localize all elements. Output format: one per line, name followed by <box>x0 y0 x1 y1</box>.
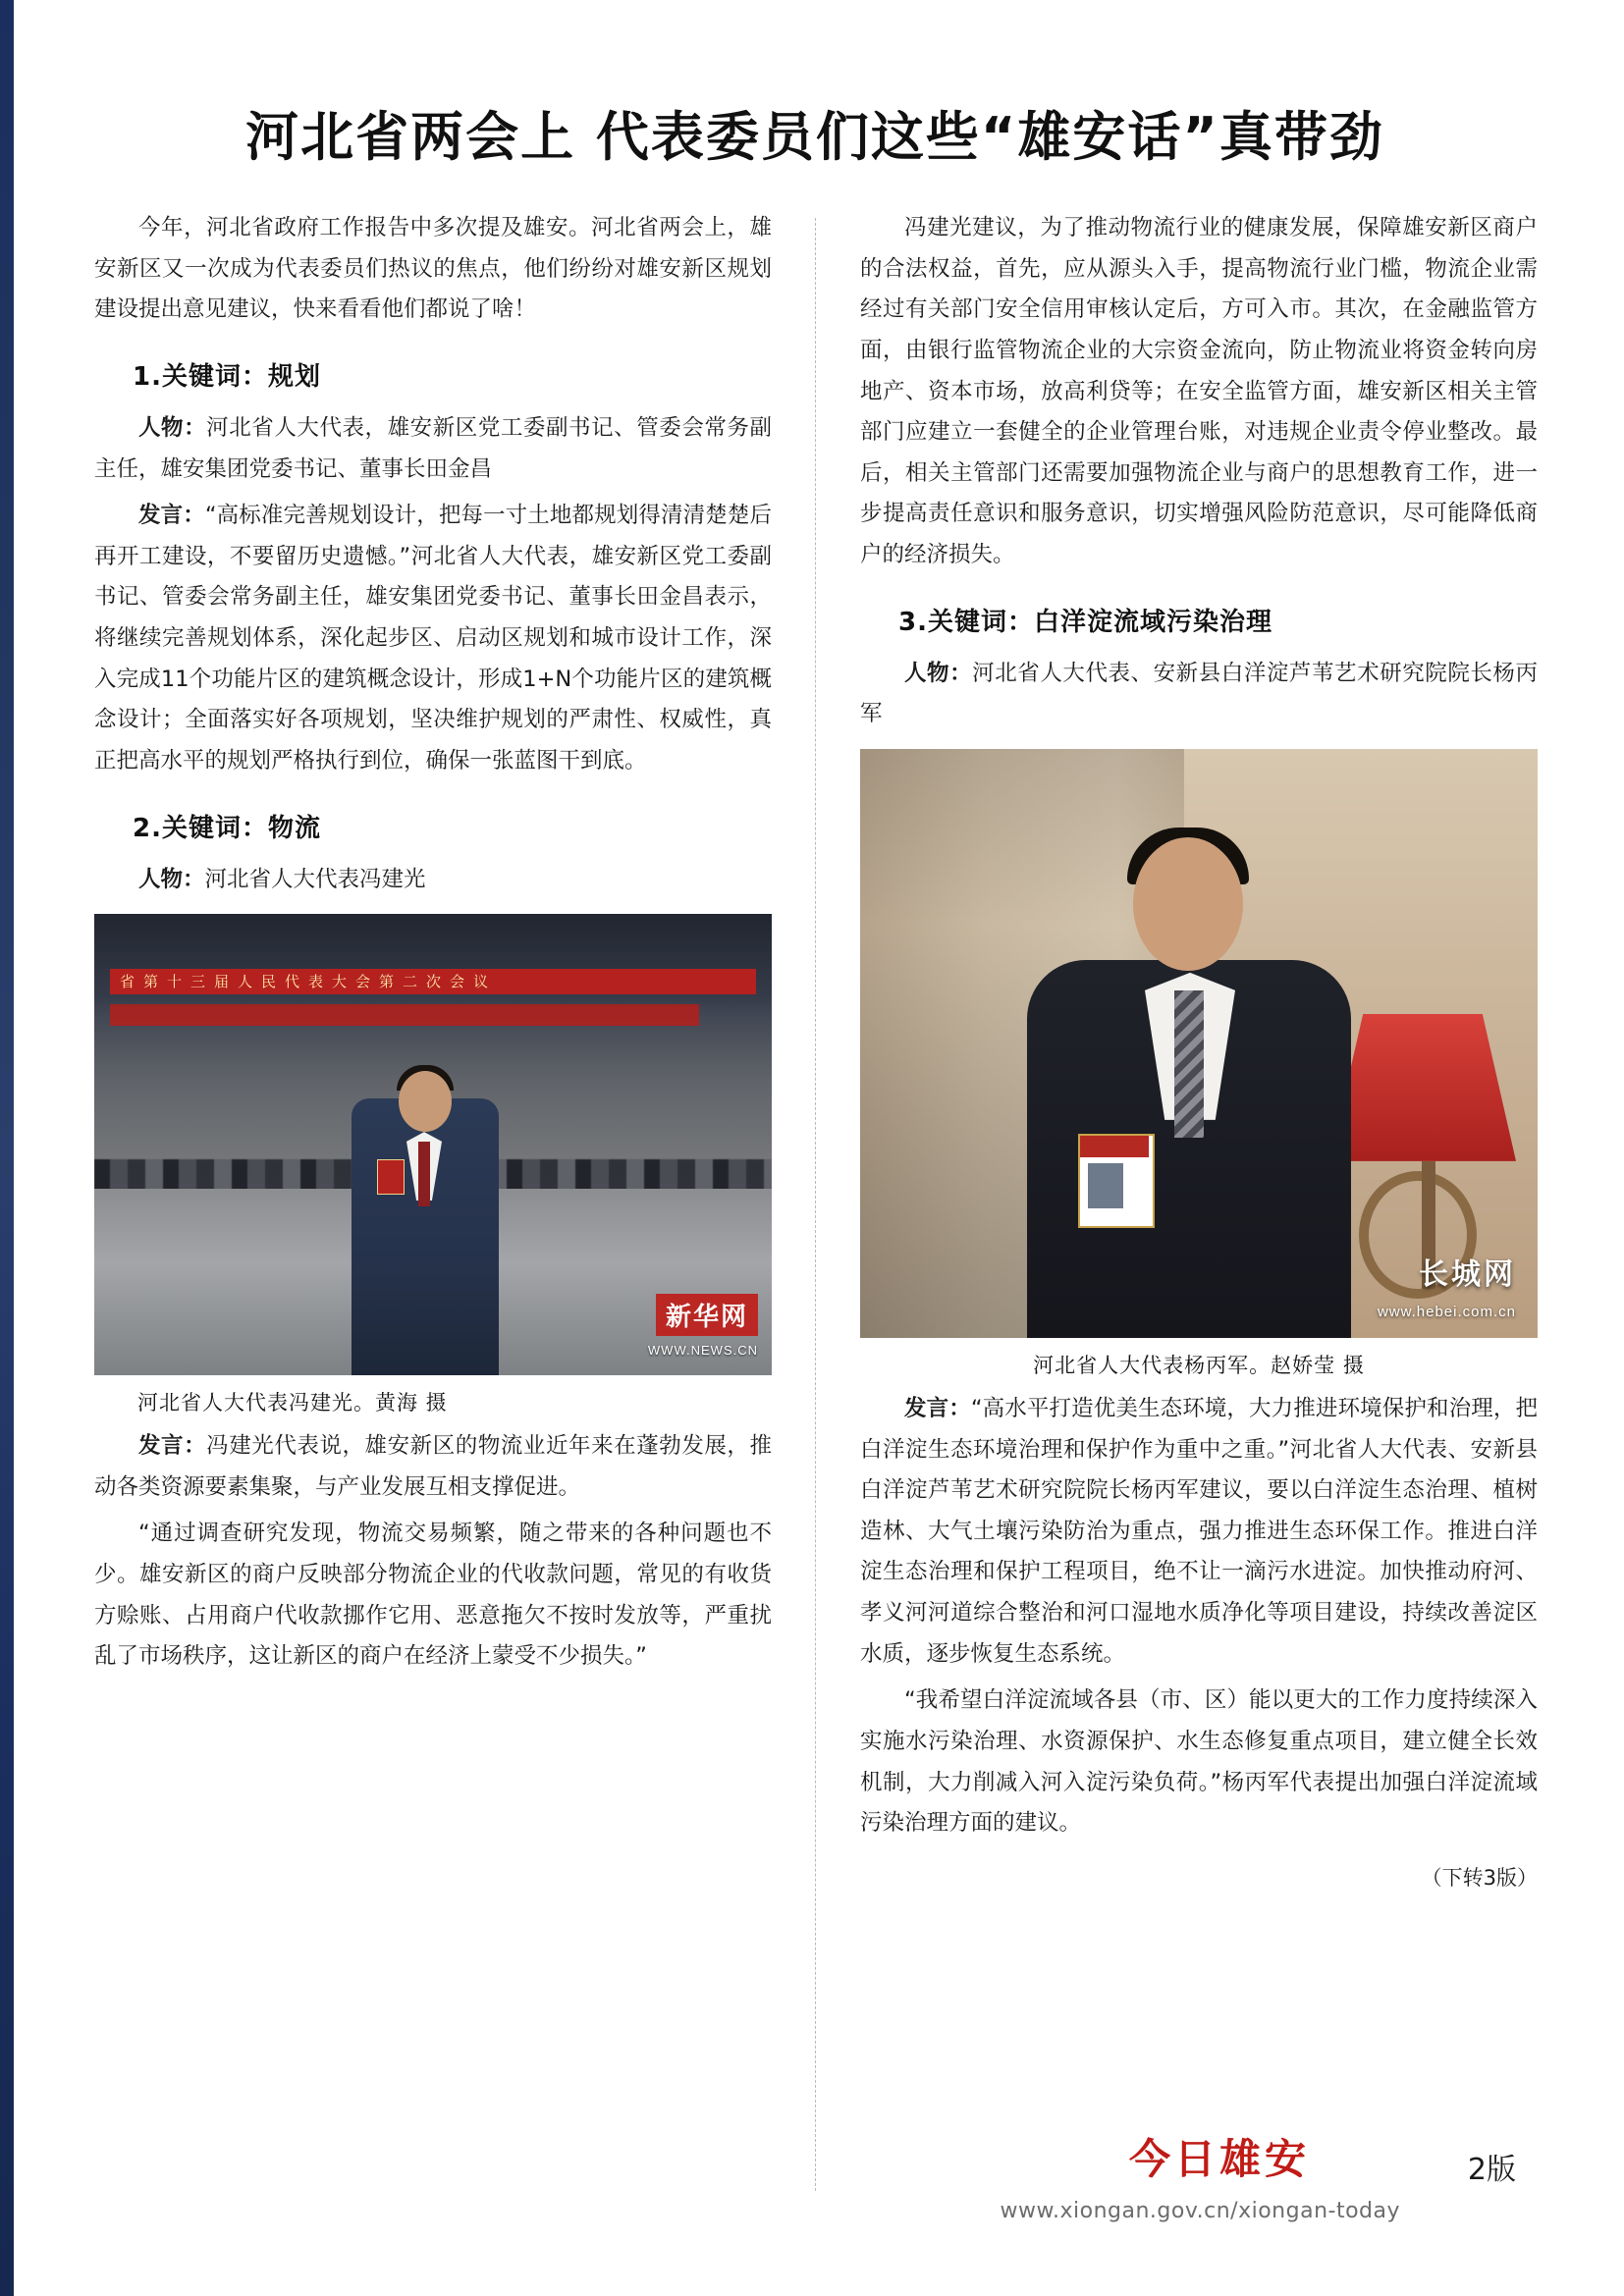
photo-subject-badge-portrait <box>1088 1163 1123 1208</box>
people-label: 人物： <box>904 660 973 686</box>
quote-label: 发言： <box>138 503 205 529</box>
photo-subject-badge-header <box>1080 1136 1149 1157</box>
section-2-heading: 2.关键词：物流 <box>133 813 321 843</box>
photo-watermark-logo: 长城网 <box>1419 1257 1516 1291</box>
photo-watermark-url: WWW.NEWS.CN <box>647 1343 758 1359</box>
photo-subject-head <box>399 1071 452 1132</box>
photo-subject-badge <box>377 1159 405 1195</box>
people-label: 人物： <box>138 414 207 441</box>
quote-label: 发言： <box>904 1395 971 1421</box>
footer-page-number: 2版 <box>1467 2153 1516 2187</box>
section-3-quote-2: “我希望白洋淀流域各县（市、区）能以更大的工作力度持续深入实施水污染治理、水资源保护、水生态修复重点项目，建立健全长效机制，大力削减入河入淀污染负荷。”杨丙军代表提出加强白洋淀流域污染治理方面的建议。 <box>860 1687 1538 1837</box>
section-2-people <box>94 860 772 901</box>
photo-subject-tie <box>1174 990 1204 1138</box>
right-column <box>860 208 1538 1892</box>
right-paragraph-1: 冯建光建议，为了推动物流行业的健康发展，保障雄安新区商户的合法权益，首先，应从源头入手，提高物流行业门槛，物流企业需经过有关部门安全信用审核认定后，方可入市。其次，在金融监管方面，由银行监管物流企业的大宗资金流向，防止物流业将资金转向房地产、资本市场，放高利贷等；在安全监管方面，雄安新区相关主管部门应建立一套健全的企业管理台账，对违规企业责令停业整改。最后，相关主管部门还需要加强物流企业与商户的思想教育工作，进一步提高责任意识和服务意识，切实增强风险防范意识，尽可能降低商户的经济损失。 <box>860 215 1538 567</box>
photo-banner-text: 省第十三届人民代表大会第二次会议 <box>120 974 498 991</box>
photo-subject-tie <box>418 1142 430 1206</box>
left-column <box>94 208 772 1683</box>
section-3-quote <box>860 1389 1538 1675</box>
people-text: 河北省人大代表、安新县白洋淀芦苇艺术研究院院长杨丙军 <box>860 660 1538 727</box>
people-text: 河北省人大代表，雄安新区党工委副书记、管委会常务副主任，雄安集团党委书记、董事长田金昌 <box>94 414 772 482</box>
article-columns <box>94 208 1538 2220</box>
column-divider <box>815 218 816 2191</box>
section-1-quote <box>94 496 772 781</box>
continued-note: （下转3版） <box>1421 1865 1538 1890</box>
photo-watermark-logo: 新华网 <box>656 1294 758 1336</box>
photo-feng-jianguang <box>94 914 772 1375</box>
footer-url[interactable]: www.xiongan.gov.cn/xiongan-today <box>1000 2199 1400 2223</box>
photo-banner-red-second <box>110 1004 699 1026</box>
page-headline: 河北省两会上 代表委员们这些“雄安话”真带劲 <box>245 106 1384 169</box>
figure-caption-yang: 河北省人大代表杨丙军。赵娇莹 摄 <box>1033 1353 1365 1377</box>
section-1-people <box>94 408 772 490</box>
quote-text: 冯建光代表说，雄安新区的物流业近年来在蓬勃发展，推动各类资源要素集聚，与产业发展互相支撑促进。 <box>94 1433 772 1500</box>
people-label: 人物： <box>138 866 205 892</box>
photo-subject-head <box>1133 837 1243 971</box>
figure-feng-jianguang <box>94 914 772 1416</box>
quote-text: “高水平打造优美生态环境，大力推进环境保护和治理，把白洋淀生态环境治理和保护作为重中之重。”河北省人大代表、安新县白洋淀芦苇艺术研究院院长杨丙军建议，要以白洋淀生态治理、植树造林、大气土壤污染防治为重点，强力推进生态环保工作。推进白洋淀生态治理和保护工程项目，绝不让一滴污水进淀。加快推动府河、孝义河河道综合整治和河口湿地水质净化等项目建设，持续改善淀区水质，逐步恢复生态系统。 <box>860 1395 1538 1667</box>
photo-yang-bingjun <box>860 749 1538 1338</box>
quote-label: 发言： <box>138 1433 207 1460</box>
figure-caption-feng: 河北省人大代表冯建光。黄海 摄 <box>137 1391 448 1415</box>
page-edge-bar <box>0 0 14 2296</box>
page-footer <box>0 2127 1624 2245</box>
section-3-people <box>860 654 1538 735</box>
quote-text: “高标准完善规划设计，把每一寸土地都规划得清清楚楚后再开工建设，不要留历史遗憾。”河北省人大代表，雄安新区党工委副书记、管委会常务副主任，雄安集团党委书记、董事长田金昌表示，将继续完善规划体系，深化起步区、启动区规划和城市设计工作，深入完成11个功能片区的建筑概念设计，形成1+N个功能片区的建筑概念设计；全面落实好各项规划，坚决维护规划的严肃性、权威性，真正把高水平的规划严格执行到位，确保一张蓝图干到底。 <box>94 503 772 774</box>
people-text: 河北省人大代表冯建光 <box>204 866 426 892</box>
section-3-heading: 3.关键词：白洋淀流域污染治理 <box>898 607 1272 637</box>
photo-watermark-url: www.hebei.com.cn <box>1377 1303 1516 1320</box>
figure-yang-bingjun <box>860 749 1538 1379</box>
section-2-quote <box>94 1426 772 1508</box>
section-1-heading: 1.关键词：规划 <box>133 361 321 392</box>
footer-brand: 今日雄安 <box>1128 2135 1310 2183</box>
intro-paragraph: 今年，河北省政府工作报告中多次提及雄安。河北省两会上，雄安新区又一次成为代表委员们热议的焦点，他们纷纷对雄安新区规划建设提出意见建议，快来看看他们都说了啥！ <box>94 215 772 323</box>
section-2-quote-2: “通过调查研究发现，物流交易频繁，随之带来的各种问题也不少。雄安新区的商户反映部分物流企业的代收款问题，常见的有收货方赊账、占用商户代收款挪作它用、恶意拖欠不按时发放等，严重扰乱了市场秩序，这让新区的商户在经济上蒙受不少损失。” <box>94 1521 772 1670</box>
